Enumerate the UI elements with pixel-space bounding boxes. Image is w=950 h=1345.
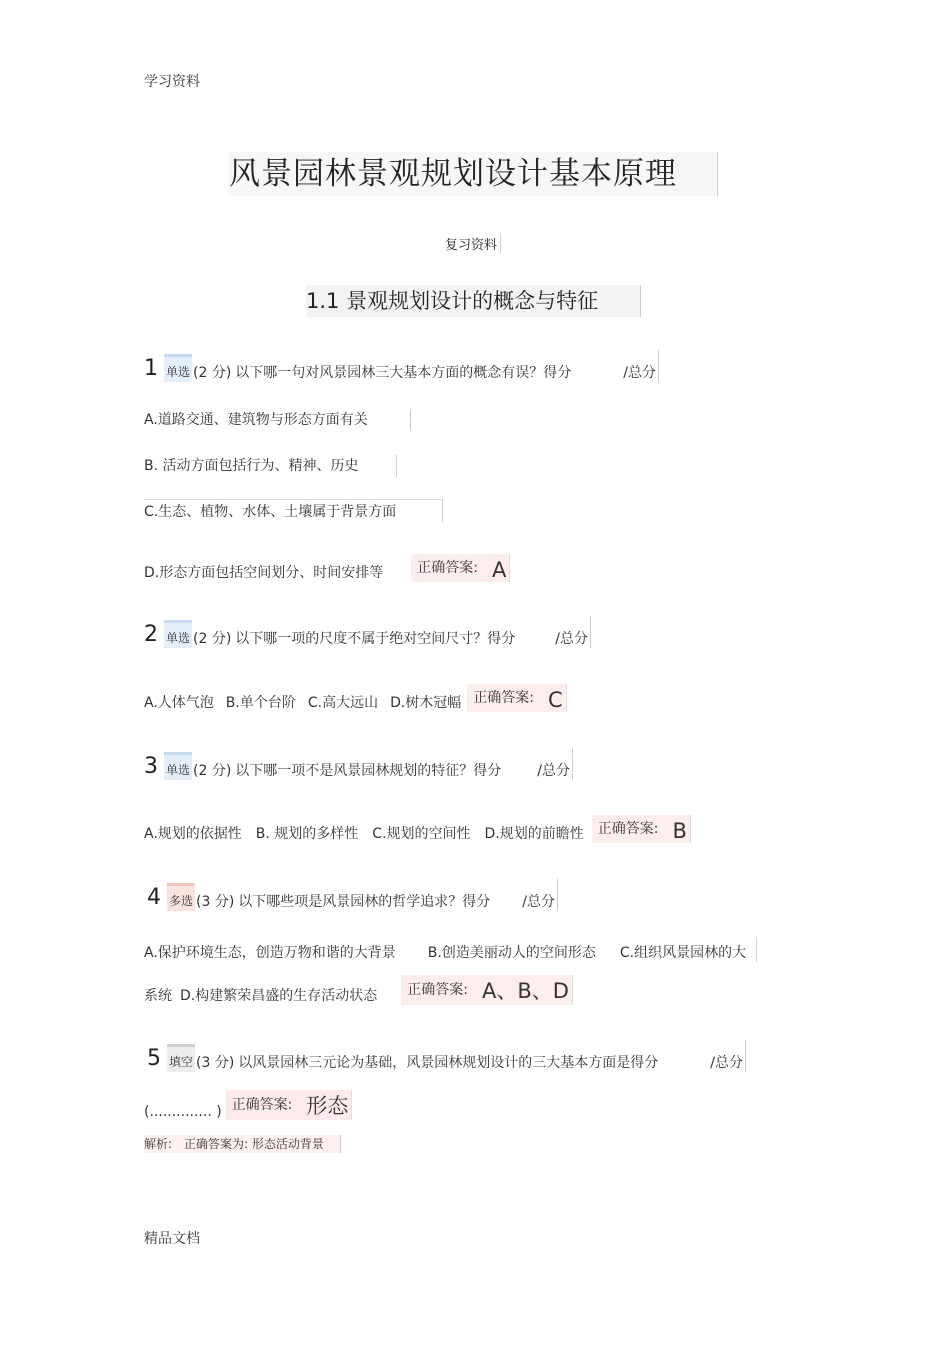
option-c: C.高大远山	[307, 695, 379, 711]
question-type-badge: 填空	[167, 1044, 195, 1072]
question-total: /总分	[555, 631, 589, 647]
correct-answer-value: C	[548, 688, 563, 712]
option-d: D.构建繁荣昌盛的生存活动状态	[180, 988, 378, 1004]
question-total: /总分	[623, 365, 657, 381]
option-a: A.保护环境生态，创造万物和谐的大背景	[144, 945, 396, 961]
option-a: A.道路交通、建筑物与形态方面有关	[144, 409, 411, 431]
question-points: (2 分)	[193, 365, 232, 381]
option-c-continued: 系统	[144, 988, 172, 1004]
question-points: (2 分)	[193, 631, 232, 647]
question-1-header	[144, 350, 659, 382]
correct-answer	[226, 1090, 353, 1120]
option-b: B.创造美丽动人的空间形态	[427, 945, 596, 961]
correct-answer-label: 正确答案:	[407, 982, 468, 998]
option-b: B.单个台阶	[225, 695, 296, 711]
question-text: 以下哪一项不是风景园林规划的特征？得分	[235, 763, 502, 779]
question-2-options	[144, 684, 567, 712]
question-3-header	[144, 748, 573, 780]
correct-answer-label: 正确答案:	[473, 690, 535, 706]
correct-answer	[592, 815, 691, 843]
question-3-options	[144, 815, 691, 843]
option-a: A.人体气泡	[144, 695, 214, 711]
question-points: (2 分)	[193, 763, 232, 779]
question-text: 以下哪一项的尺度不属于绝对空间尺寸？得分	[235, 631, 516, 647]
question-type-badge: 单选	[164, 752, 192, 780]
document-subtitle: 复习资料	[445, 234, 501, 253]
question-points: (3 分)	[196, 894, 235, 910]
question-points: (3 分)	[196, 1055, 235, 1071]
question-number: 3	[144, 754, 158, 779]
correct-answer-label: 正确答案:	[231, 1097, 293, 1113]
document-title: 风景园林景观规划设计基本原理	[229, 152, 718, 196]
page-header-label: 学习资料	[144, 74, 200, 90]
answer-analysis: 解析: 正确答案为: 形态活动背景	[144, 1135, 341, 1153]
option-d: D.形态方面包括空间划分、时间安排等	[144, 565, 384, 581]
question-4-options-line-1	[144, 938, 757, 962]
question-total: /总分	[537, 763, 571, 779]
question-2-header	[144, 616, 591, 648]
option-b: B. 规划的多样性	[255, 826, 359, 842]
correct-answer-label: 正确答案:	[597, 821, 659, 837]
option-a: A.规划的依据性	[144, 826, 242, 842]
correct-answer-value: B	[672, 819, 687, 843]
option-c: C.规划的空间性	[372, 826, 471, 842]
question-number: 5	[147, 1046, 161, 1071]
section-title: 1.1 景观规划设计的概念与特征	[306, 285, 641, 317]
question-total: /总分	[710, 1055, 744, 1071]
question-number: 2	[144, 622, 158, 647]
correct-answer	[467, 684, 566, 712]
correct-answer-label: 正确答案:	[417, 560, 478, 576]
correct-answer-value: 形态	[306, 1094, 349, 1118]
question-type-badge: 单选	[164, 354, 192, 382]
question-type-badge: 单选	[164, 620, 192, 648]
option-c: C.组织风景园林的大	[619, 945, 747, 961]
question-1-last-line	[144, 552, 510, 582]
correct-answer-value: A、B、D	[481, 979, 569, 1003]
question-total: /总分	[522, 894, 556, 910]
page-footer-label: 精品文档	[144, 1231, 200, 1247]
option-d: D.规划的前瞻性	[484, 826, 584, 842]
question-text: 以风景园林三元论为基础，风景园林规划设计的三大基本方面是得分	[238, 1055, 659, 1071]
question-number: 4	[147, 885, 161, 910]
option-b: B. 活动方面包括行为、精神、历史	[144, 455, 397, 477]
question-5-header	[144, 1040, 746, 1072]
correct-answer	[411, 554, 510, 582]
question-number: 1	[144, 356, 158, 381]
question-type-badge: 多选	[167, 883, 195, 911]
correct-answer-value: A	[491, 558, 507, 582]
option-d: D.树木冠幅	[390, 695, 462, 711]
correct-answer	[401, 975, 573, 1005]
question-4-options-line-2	[144, 975, 573, 1005]
question-5-answer-line	[144, 1090, 352, 1120]
fill-blank: (.............. )	[144, 1104, 222, 1120]
question-4-header	[144, 879, 558, 911]
option-c: C.生态、植物、水体、土壤属于背景方面	[144, 499, 443, 522]
question-text: 以下哪一句对风景园林三大基本方面的概念有误？得分	[235, 365, 572, 381]
question-text: 以下哪些项是风景园林的哲学追求？得分	[238, 894, 491, 910]
